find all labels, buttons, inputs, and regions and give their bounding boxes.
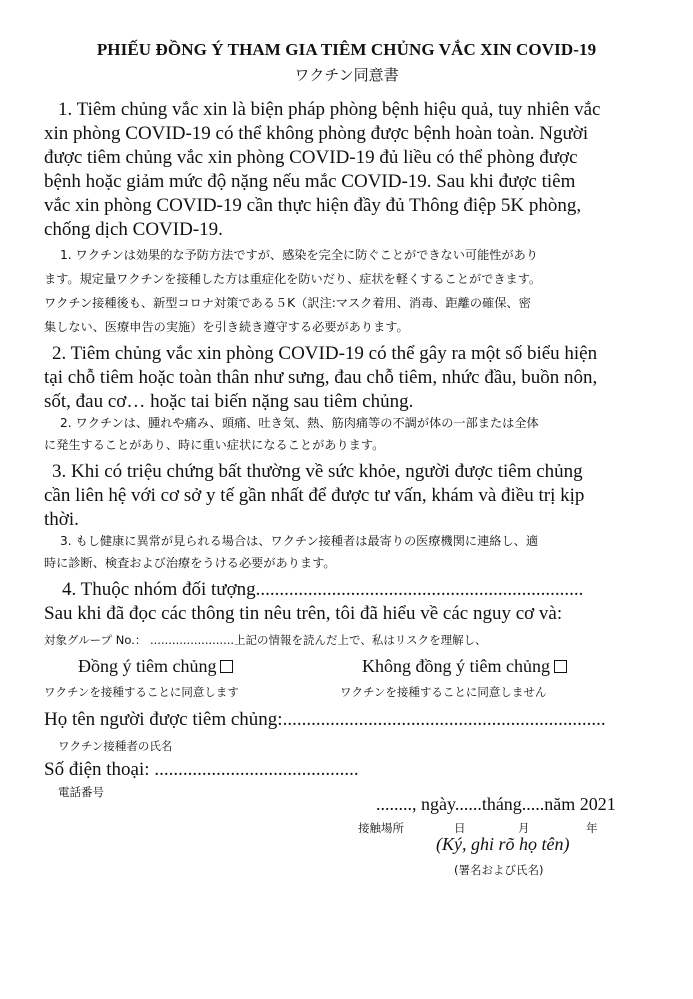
section-1-ja-line: ます。規定量ワクチンを接種した方は重症化を防いだり、症状を軽くすることができます。 [44,272,542,286]
agree-option[interactable] [78,656,233,677]
disagree-label: Không đồng ý tiêm chủng [362,656,550,676]
section-1-vi-line: được tiêm chủng vắc xin phòng COVID-19 đủ liều có thể phòng được [44,147,578,168]
agree-ja: ワクチンを接種することに同意します [44,685,239,699]
target-group-field[interactable] [62,578,583,602]
disagree-ja: ワクチンを接種することに同意しません [340,685,547,699]
name-ja: ワクチン接種者の氏名 [58,739,173,753]
after-reading-text: Sau khi đã đọc các thông tin nêu trên, tôi đã hiểu về các nguy cơ và: [44,603,563,624]
disagree-option[interactable] [362,656,567,677]
phone-label: Số điện thoại: [44,759,150,780]
date-ja-year: 年 [586,821,598,835]
section-2-ja-line: に発生することがあり、時に重い症状になることがあります。 [44,438,385,452]
section-1-ja-line: ワクチン接種後も、新型コロナ対策である５K（訳注:マスク着用、消毒、距離の確保、密 [44,296,531,310]
section-1-vi-line: chống dịch COVID-19. [44,219,223,240]
agree-checkbox[interactable] [220,660,233,673]
section-2-vi-line: sốt, đau cơ… hoặc tai biến nặng sau tiêm chủng. [44,391,414,412]
section-1-vi-line: vắc xin phòng COVID-19 cần thực hiện đầy đủ Thông điệp 5K phòng, [44,195,582,216]
target-group-ja: 対象グループ No.： .......................上記の情報を読んだ上で、私はリスクを理解し、 [44,633,487,647]
agree-label: Đồng ý tiêm chủng [78,656,217,676]
date-ja-month: 月 [518,821,530,835]
section-1-ja-line: 1. ワクチンは効果的な予防方法ですが、感染を完全に防ぐことができない可能性があり [60,248,539,262]
target-group-dots: ..................................................................... [255,579,584,600]
name-label: Họ tên người được tiêm chủng: [44,709,283,730]
section-1-ja-line: 集しない、医療申告の実施）を引き続き遵守する必要があります。 [44,320,409,334]
phone-field[interactable] [44,758,359,782]
name-field[interactable] [44,708,606,732]
signature-label: (Ký, ghi rõ họ tên) [436,834,570,854]
signature-ja: (署名および氏名) [454,863,544,877]
date-ja-day: 日 [454,821,466,835]
section-1-vi-line: xin phòng COVID-19 có thể không phòng được bệnh hoàn toàn. Người [44,123,589,144]
section-1-vi-line: 1. Tiêm chủng vắc xin là biện pháp phòng bệnh hiệu quả, tuy nhiên vắc [58,99,601,120]
date-ja-place: 接触場所 [358,821,404,835]
form-subtitle-ja: ワクチン同意書 [294,66,399,84]
disagree-checkbox[interactable] [554,660,567,673]
phone-ja: 電話番号 [58,785,104,799]
section-3-ja-line: 3. もし健康に異常が見られる場合は、ワクチン接種者は最寄りの医療機関に連絡し、適 [60,534,539,548]
section-3-ja-line: 時に診断、検査および治療をうける必要があります。 [44,556,336,570]
date-line: ........, ngày......tháng.....năm 2021 [376,794,616,814]
section-3-vi-line: cần liên hệ với cơ sở y tế gần nhất để được tư vấn, khám và điều trị kịp [44,485,585,506]
name-dots: .................................................................... [282,709,606,730]
section-2-vi-line: 2. Tiêm chủng vắc xin phòng COVID-19 có thể gây ra một số biểu hiện [52,343,598,364]
phone-dots: ........................................... [149,759,359,780]
section-2-vi-line: tại chỗ tiêm hoặc toàn thân như sưng, đau chỗ tiêm, nhức đầu, buồn nôn, [44,367,598,388]
target-group-label: 4. Thuộc nhóm đối tượng [62,579,256,600]
form-title: PHIẾU ĐỒNG Ý THAM GIA TIÊM CHỦNG VẮC XIN COVID-19 [96,40,597,59]
section-1-vi-line: bệnh hoặc giảm mức độ nặng nếu mắc COVID-19. Sau khi được tiêm [44,171,576,192]
section-3-vi-line: thời. [44,509,79,530]
section-3-vi-line: 3. Khi có triệu chứng bất thường về sức khỏe, người được tiêm chủng [52,461,583,482]
section-2-ja-line: 2. ワクチンは、腫れや痛み、頭痛、吐き気、熱、筋肉痛等の不調が体の一部または全体 [60,416,539,430]
